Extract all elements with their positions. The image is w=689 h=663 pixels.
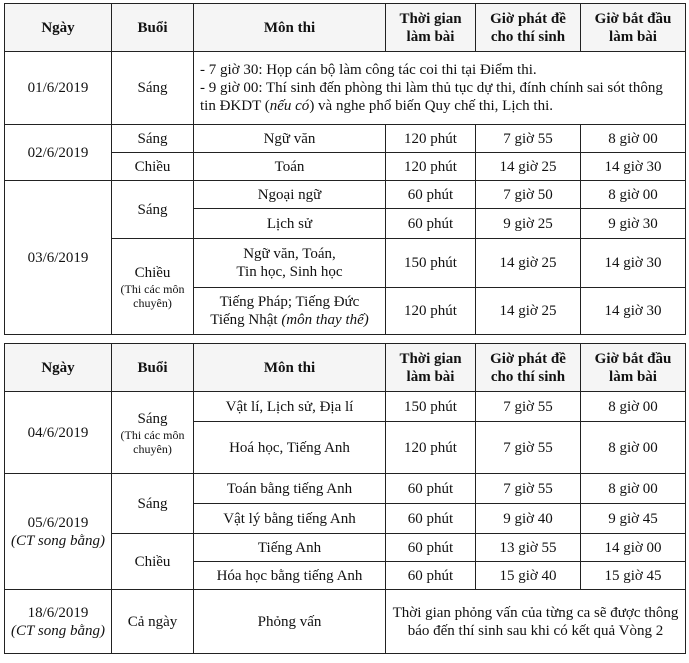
duration-cell: 60 phút — [386, 181, 476, 209]
duration-cell: 60 phút — [386, 209, 476, 239]
subject-cell: Ngữ văn — [194, 125, 386, 153]
session-cell: Sáng — [112, 181, 194, 239]
exam-schedule-table-2 — [4, 343, 686, 654]
table-row — [5, 125, 686, 153]
header-duration-line2: làm bài — [406, 368, 455, 385]
header-issue-time — [476, 4, 581, 52]
header-start-line2: làm bài — [609, 368, 657, 385]
session-cell: Sáng — [112, 125, 194, 153]
header-subject: Môn thi — [194, 4, 386, 52]
header-date: Ngày — [5, 344, 112, 392]
start-time-cell: 8 giờ 00 — [581, 474, 686, 504]
header-row — [5, 4, 686, 52]
subject-cell: Lịch sử — [194, 209, 386, 239]
session-cell: Chiều — [112, 153, 194, 181]
issue-time-cell: 7 giờ 55 — [476, 422, 581, 474]
header-start-line1: Giờ bắt đầu — [594, 10, 672, 27]
header-subject: Môn thi — [194, 344, 386, 392]
date-cell — [5, 474, 112, 590]
start-time-cell: 15 giờ 45 — [581, 562, 686, 590]
issue-time-cell: 9 giờ 25 — [476, 209, 581, 239]
issue-time-cell: 7 giờ 55 — [476, 392, 581, 422]
issue-time-cell: 14 giờ 25 — [476, 288, 581, 335]
table-row — [5, 52, 686, 125]
subject-cell — [194, 239, 386, 288]
issue-time-cell: 7 giờ 50 — [476, 181, 581, 209]
issue-time-cell: 15 giờ 40 — [476, 562, 581, 590]
table-row — [5, 590, 686, 654]
start-time-cell: 14 giờ 00 — [581, 534, 686, 562]
start-time-cell: 8 giờ 00 — [581, 181, 686, 209]
subject-line1: Tiếng Pháp; Tiếng Đức — [219, 294, 360, 310]
session-cell: Sáng — [112, 474, 194, 534]
date-cell: 04/6/2019 — [5, 392, 112, 474]
subject-cell: Vật lí, Lịch sử, Địa lí — [194, 392, 386, 422]
session-note: (Thi các môn chuyên) — [120, 281, 185, 310]
session-label: Chiều — [134, 264, 171, 281]
session-note: (Thi các môn chuyên) — [120, 427, 185, 456]
subject-line2-start: Tiếng Nhật — [210, 312, 282, 328]
date-cell: 01/6/2019 — [5, 52, 112, 125]
header-duration — [386, 4, 476, 52]
info-line-1: - 7 giờ 30: Họp cán bộ làm công tác coi thi tại Điểm thi. — [200, 62, 537, 78]
date-note: (CT song bằng) — [11, 622, 105, 639]
interview-info-cell: Thời gian phỏng vấn của từng ca sẽ được thông báo đến thí sinh sau khi có kết quả Vòng 2 — [386, 590, 686, 654]
header-duration-line2: làm bài — [406, 28, 455, 45]
subject-cell: Hoá học, Tiếng Anh — [194, 422, 386, 474]
info-cell — [194, 52, 686, 125]
start-time-cell: 14 giờ 30 — [581, 239, 686, 288]
date-cell: 03/6/2019 — [5, 181, 112, 335]
start-time-cell: 8 giờ 00 — [581, 125, 686, 153]
header-issue-time — [476, 344, 581, 392]
header-issue-line2: cho thí sinh — [490, 28, 566, 45]
header-duration-line1: Thời gian — [399, 10, 462, 27]
header-start-time — [581, 344, 686, 392]
subject-cell: Toán — [194, 153, 386, 181]
start-time-cell: 14 giờ 30 — [581, 153, 686, 181]
info-line-2-start: - 9 giờ 00: Thí sinh đến phòng thi làm thủ tục dự thi, đính chính sai sót thông tin ĐKDT ( — [200, 80, 663, 114]
issue-time-cell: 14 giờ 25 — [476, 239, 581, 288]
start-time-cell: 14 giờ 30 — [581, 288, 686, 335]
duration-cell: 120 phút — [386, 125, 476, 153]
header-date: Ngày — [5, 4, 112, 52]
header-session: Buổi — [112, 344, 194, 392]
issue-time-cell: 9 giờ 40 — [476, 504, 581, 534]
issue-time-cell: 7 giờ 55 — [476, 125, 581, 153]
header-issue-line1: Giờ phát đề — [490, 350, 566, 367]
session-cell: Sáng — [112, 52, 194, 125]
exam-schedule-table-1 — [4, 3, 686, 335]
session-cell: Cả ngày — [112, 590, 194, 654]
header-row — [5, 344, 686, 392]
header-start-line2: làm bài — [609, 28, 657, 45]
subject-cell: Phỏng vấn — [194, 590, 386, 654]
date-note: (CT song bằng) — [11, 532, 105, 549]
duration-cell: 60 phút — [386, 474, 476, 504]
session-label: Sáng — [137, 410, 168, 427]
header-duration — [386, 344, 476, 392]
subject-line1: Ngữ văn, Toán, — [243, 246, 336, 262]
subject-line2 — [198, 311, 381, 329]
duration-cell: 150 phút — [386, 392, 476, 422]
subject-line2-italic: (môn thay thế) — [281, 312, 369, 328]
duration-cell: 60 phút — [386, 562, 476, 590]
duration-cell: 120 phút — [386, 288, 476, 335]
subject-cell: Toán bằng tiếng Anh — [194, 474, 386, 504]
issue-time-cell: 14 giờ 25 — [476, 153, 581, 181]
header-session: Buổi — [112, 4, 194, 52]
header-start-line1: Giờ bắt đầu — [594, 350, 672, 367]
session-cell — [112, 239, 194, 335]
start-time-cell: 8 giờ 00 — [581, 422, 686, 474]
session-cell — [112, 392, 194, 474]
subject-cell: Vật lý bằng tiếng Anh — [194, 504, 386, 534]
subject-cell — [194, 288, 386, 335]
start-time-cell: 9 giờ 30 — [581, 209, 686, 239]
duration-cell: 120 phút — [386, 422, 476, 474]
subject-cell: Tiếng Anh — [194, 534, 386, 562]
header-issue-line1: Giờ phát đề — [490, 10, 566, 27]
start-time-cell: 9 giờ 45 — [581, 504, 686, 534]
subject-line2: Tin học, Sinh học — [236, 264, 343, 280]
session-cell: Chiều — [112, 534, 194, 590]
date-cell: 02/6/2019 — [5, 125, 112, 181]
start-time-cell: 8 giờ 00 — [581, 392, 686, 422]
header-issue-line2: cho thí sinh — [490, 368, 566, 385]
duration-cell: 60 phút — [386, 504, 476, 534]
info-line-2 — [200, 79, 681, 115]
header-start-time — [581, 4, 686, 52]
subject-cell: Hóa học bằng tiếng Anh — [194, 562, 386, 590]
issue-time-cell: 7 giờ 55 — [476, 474, 581, 504]
duration-cell: 120 phút — [386, 153, 476, 181]
issue-time-cell: 13 giờ 55 — [476, 534, 581, 562]
date-label: 05/6/2019 — [27, 514, 89, 531]
info-line-2-italic: nếu có — [269, 98, 310, 114]
date-cell — [5, 590, 112, 654]
date-label: 18/6/2019 — [27, 604, 89, 621]
header-duration-line1: Thời gian — [399, 350, 462, 367]
duration-cell: 60 phút — [386, 534, 476, 562]
table-row — [5, 474, 686, 504]
table-row — [5, 392, 686, 422]
table-row — [5, 181, 686, 209]
subject-cell: Ngoại ngữ — [194, 181, 386, 209]
duration-cell: 150 phút — [386, 239, 476, 288]
info-line-2-end: ) và nghe phổ biến Quy chế thi, Lịch thi. — [309, 98, 554, 114]
